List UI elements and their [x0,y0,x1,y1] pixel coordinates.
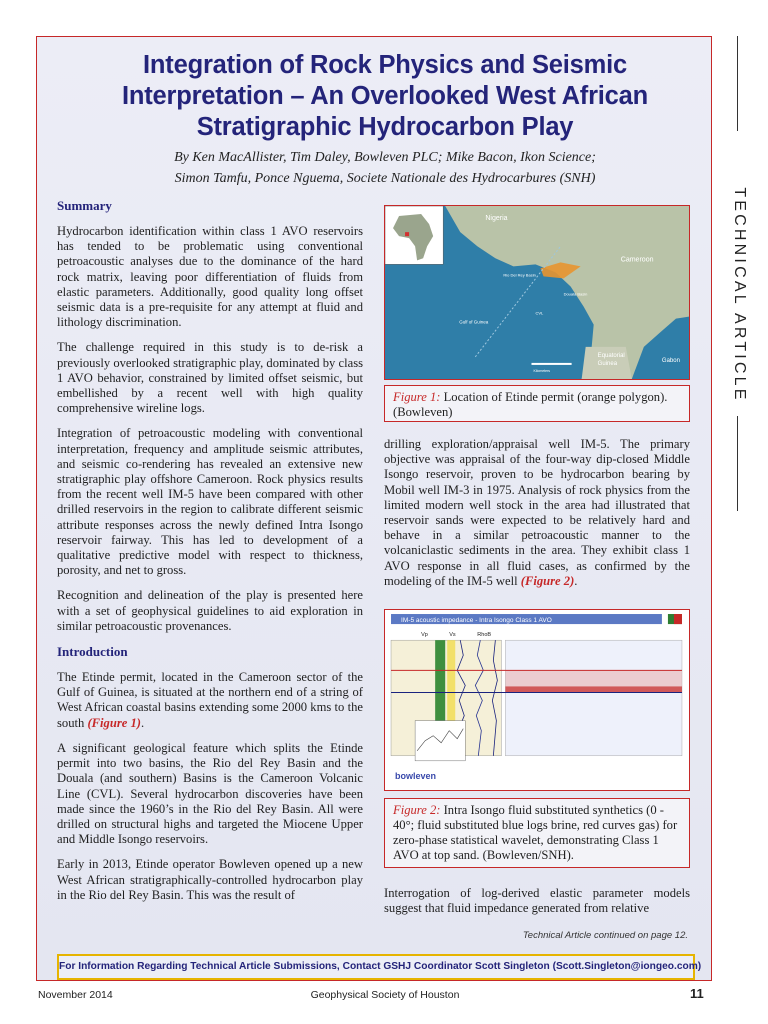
map-label-cvl: CVL [535,310,544,316]
map-label-nigeria: Nigeria [485,215,508,223]
map-scale-label: Kilometers [533,368,551,373]
map-label-eq-guinea-1: Equatorial [597,352,625,359]
bowleven-logo: bowleven [395,770,437,781]
log-label-vp: Vp [421,632,428,639]
plot-title: IM-5 acoustic impedance - Intra Isongo Class 1 AVO [401,617,552,625]
map-label-cameroon: Cameroon [620,256,654,264]
right-paragraph-1 [384,437,690,589]
page-number: 11 [690,986,704,1001]
right-p1-end: . [574,573,578,588]
intro-paragraph-1 [57,670,363,731]
article-title: Integration of Rock Physics and Seismic Interpretation – An Overlooked West African Stratigraphic Hydrocarbon Play [121,51,649,141]
map-label-gabon: Gabon [661,357,680,364]
side-label [727,36,749,403]
figure-1 [384,205,690,380]
intro-paragraph-2: A significant geological feature which splits the Etinde permit into two basins, the Rio del Rey Basin and the Douala (and southern) Basins is the Cameroon Volcanic Line (CVL). Several hydrocarbon discoveries have been made since the 1960’s in the Rio del Rey Basin. All were drilled on structural highs and targeted the Miocene Upper and Middle Isongo reservoirs. [57,740,363,847]
right-p1-text: drilling exploration/appraisal well IM-5. The primary objective was appraisal of the four-way dip-closed Middle Isongo reservoir, proven to be hydrocarbon bearing by Mobil well IM-3 in 1975. Analysis of rock physics from the limited modern well stock in the area had illustrated that reservoir sands were expected to be relatively hard and behave in a similar petroacoustic manner to the volcaniclastic sediments in the area. They exhibit class 1 AVO response in all fluid cases, as confirmed by the modeling of the IM-5 well [384,437,690,588]
introduction-heading: Introduction [57,644,128,660]
map-label-douala: Douala Basin [563,291,588,297]
right-paragraph-2: Interrogation of log-derived elastic parameter models suggest that fluid impedance generated from relative [384,886,690,916]
map-label-gulf: Gulf of Guinea [459,319,489,325]
authors-line-1: By Ken MacAllister, Tim Daley, Bowleven PLC; Mike Bacon, Ikon Science; [174,150,596,165]
footer-society: Geophysical Society of Houston [310,989,460,1001]
log-label-vs: Vs [449,632,456,639]
figure-2-caption-label: Figure 2: [393,803,441,817]
footer-date: November 2014 [38,989,113,1001]
figure-2-caption [384,798,690,868]
map-label-eq-guinea-2: Guinea [597,360,618,367]
figure-1-caption [384,385,690,422]
summary-paragraph-2: The challenge required in this study is to de-risk a previously overlooked stratigraphic play, dominated by class 1 AVO behavior, constrained by limited offset seismic, but embellished by a recent well with high quality comprehensive wireline logs. [57,340,363,416]
intro-p1-end: . [140,715,145,730]
intro-paragraph-3: Early in 2013, Etinde operator Bowleven opened up a new West African stratigraphically-controlled hydrocarbon play in the Rio del Rey Basin. This was the result of [57,857,363,902]
figure-2 [384,609,690,791]
right-column-top [384,437,690,599]
side-rule-top [737,36,738,131]
continued-note: Technical Article continued on page 12. [522,930,688,941]
map-label-rio-del-rey: Rio Del Rey Basin [503,272,536,278]
article-authors [60,147,710,189]
figure-2-caption-text: Intra Isongo fluid substituted synthetics (0 - 40°; fluid substituted blue logs brine, red curves gas) for zero-phase statistical wavelet, demonstrating Class 1 AVO at top sand. (Bowleven/SNH). [393,803,678,862]
summary-heading: Summary [57,198,112,213]
summary-paragraph-1: Hydrocarbon identification within class 1 AVO reservoirs has tended to be problematic using conventional petroacoustic analyses due to the dominance of the hard rock matrix, leaving poor differentiation of fluids from elastic parameters. Additionally, good quality long offset seismic data is a pre-requisite for any attempt at fluid and lithology discrimination. [57,224,363,330]
figure-1-caption-text: Location of Etinde permit (orange polygon). (Bowleven) [393,390,668,419]
figure-1-caption-label: Figure 1: [393,390,441,404]
location-map [385,206,689,379]
log-label-rhob: RhoB [477,632,492,639]
authors-line-2: Simon Tamfu, Ponce Nguema, Societe Nationale des Hydrocarbures (SNH) [174,171,596,186]
left-column [57,198,363,913]
side-label-text: TECHNICAL ARTICLE [731,187,748,403]
figure-2-reference[interactable]: (Figure 2) [520,573,575,588]
side-rule-bottom [737,416,738,511]
summary-paragraph-4: Recognition and delineation of the play is presented here with a set of geophysical guidelines to aid exploration in similar petroacoustic provenances. [57,588,363,633]
synthetics-plot [385,610,689,790]
intro-p1-text: The Etinde permit, located in the Cameroon sector of the Gulf of Guinea, is situated at the northern end of a string of West African coastal basins extending some 2000 kms to the south [57,670,363,730]
right-column-bottom [384,886,690,926]
submission-banner[interactable]: For Information Regarding Technical Article Submissions, Contact GSHJ Coordinator Scott Singleton (Scott.Singleton@iongeo.com) [57,954,695,980]
summary-paragraph-3: Integration of petroacoustic modeling with conventional interpretation, frequency and amplitude seismic attributes, and seismic co-rendering has revealed an extensive new stratigraphic play offshore Cameroon. Rock physics results from the recent well IM-5 have been compared with other drilled reservoirs in the region to calibrate different seismic attribute responses across the newly defined Intra Isongo reservoir fairway. This has led to development of a qualitative predictive model with respect to thickness, porosity, and net to gross. [57,426,363,578]
figure-1-reference[interactable]: (Figure 1) [87,715,141,730]
